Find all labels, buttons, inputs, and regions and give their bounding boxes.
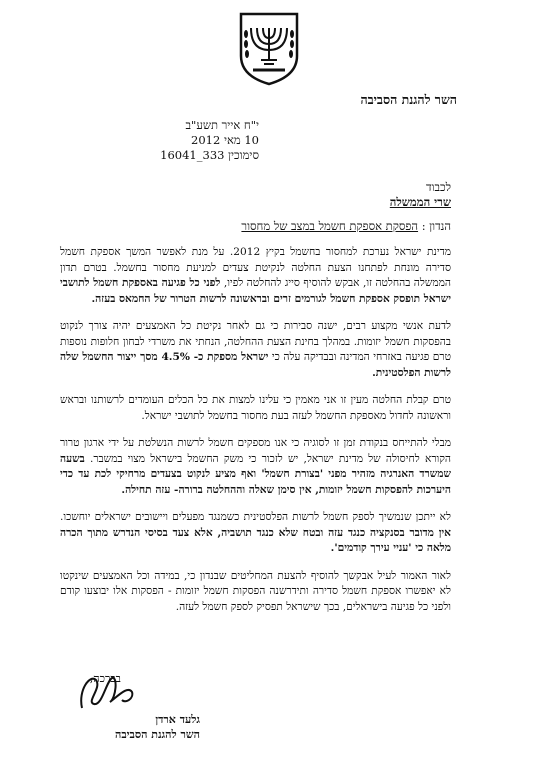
minister-title: השר להגנת הסביבה xyxy=(360,92,457,107)
subject-text: הפסקת אספקת חשמל במצב של מחסור xyxy=(241,219,419,233)
paragraph-3: טרם קבלת החלטה מעין זו אני מאמין כי עלינו למצות את כל הכלים העומדים לרשותנו ובראש וראשונה לחדול מאספקת החשמל לעזה בעת מחסור בחשמל לתושבי ישראל. xyxy=(60,394,451,422)
paragraph-1-bold: לפני כל פגיעה באספקת חשמל לתושבי ישראל תופסק אספקת חשמל לגורמים זרים ובראשונה לרשות הטרור של החמאס בעזה. xyxy=(60,277,451,305)
salutation: לכבוד xyxy=(425,180,451,194)
paragraph-5-text: לא ייתכן שנמשיך לספק חשמל לרשות הפלסטינית כשמנגד מפעלים ויישובים ישראלים יוחשכו. xyxy=(60,511,451,523)
paragraph-6: לאור האמור לעיל אבקשך להוסיף להצעת המחליטים שבנדון כי, במידה וכל האמצעים שינקטו לא יאפשרו אספקת חשמל סדירה ותידרשנה הפסקות חשמל יזומות - הפסקות אלו יבוצעו קודם ולפני כל פגיעה בישראלים, בכך שישראל תפסיק לספק חשמל לעזה. xyxy=(60,569,451,613)
state-emblem-icon xyxy=(233,10,305,86)
paragraph-2-text: לדעת אנשי מקצוע רבים, ישנה סבירות כי גם לאחר נקיטת כל האמצעים יהיה צורך לנקוט בהפסקות חשמל יזומות. במהלך בחינת הצעת ההחלטה, הנחתי את משרדי לבחון חלופות נוספות טרם פגיעה באזרחי המדינה ובבדיקה עלה כי xyxy=(60,320,451,363)
handwritten-signature xyxy=(72,668,142,716)
signer-title: השר להגנת הסביבה xyxy=(115,728,200,741)
paragraph-5 xyxy=(60,510,451,557)
subject-line xyxy=(241,219,451,233)
paragraph-4 xyxy=(60,436,451,498)
letter-meta xyxy=(99,118,259,163)
recipient: שרי הממשלה xyxy=(389,195,451,209)
paragraph-1 xyxy=(60,245,451,307)
closing-greeting: בברכה, xyxy=(89,672,121,685)
signer-name: גלעד ארדן xyxy=(155,713,200,726)
paragraph-2-bold: ישראל מספקת כ- 4.5% מסך ייצור החשמל שלה לרשות הפלסטינית. xyxy=(60,351,451,379)
paragraph-5-bold: אין מדובר בסנקציה כנגד עזה ובטח שלא כנגד תושביה, אלא צעד בסיסי הנדרש מתוך הכרה מלאה כי 'עניי עירך קודמים'. xyxy=(60,526,451,554)
gregorian-date: 10 מאי 2012 xyxy=(191,133,259,147)
recipient-block xyxy=(390,180,451,210)
paragraph-4-text: מבלי להתייחס בנקודת זמן זו לסוגיה כי אנו מספקים חשמל לרשות הנשלטת על ידי ארגון טרור הקורא לחיסולה של מדינת ישראל, יש לזכור כי משק החשמל בישראל מצוי במשבר. xyxy=(60,437,451,465)
subject-label: הנדון : xyxy=(421,219,451,233)
reference-number: סימוכין 333_16041 xyxy=(160,148,259,162)
hebrew-date: י"ח אייר תשע"ב xyxy=(185,118,259,132)
signer-block xyxy=(40,712,200,742)
letter-body xyxy=(60,245,451,627)
paragraph-2 xyxy=(60,319,451,381)
paragraph-4-bold: בשעה שמשרד האנרגיה מזהיר מפני 'בצורת חשמל' ואף מציע לנקוט בצעדים מרחיקי לכת עד כדי היערכות להפסקות חשמל יזומות, אין סימן שאלה וההחלטה ברורה- עזה תחילה. xyxy=(60,452,451,496)
paragraph-1-text: מדינת ישראל נערכת למחסור בחשמל בקיץ 2012. על מנת לאפשר המשך אספקת חשמל סדירה מונחת לפתחנו הצעת החלטה לנקיטת צעדים למניעת מחסור בחשמל. בטרם תדון הממשלה בהחלטה זו, אבקש להוסיף סייג להחלטה לפיו, xyxy=(60,246,452,289)
